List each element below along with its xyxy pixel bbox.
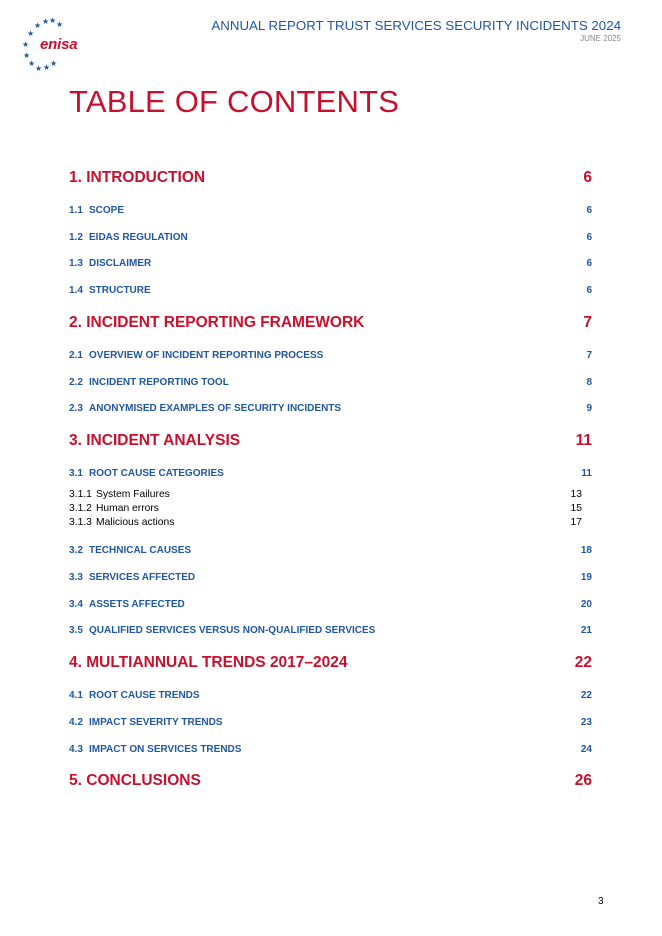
toc-page-number: 23 xyxy=(580,717,592,728)
toc-entry-section[interactable]: 3.4 ASSETS AFFECTED 20 xyxy=(69,599,592,610)
toc-entry-subsection[interactable]: 3.1.2 Human errors 15 xyxy=(69,503,582,514)
toc-page-number: 7 xyxy=(583,314,592,331)
toc-entry-chapter[interactable]: 5. CONCLUSIONS 26 xyxy=(69,772,592,789)
toc-entry-section[interactable]: 4.3 IMPACT ON SERVICES TRENDS 24 xyxy=(69,744,592,755)
svg-text:★: ★ xyxy=(22,40,30,49)
toc-entry-section[interactable]: 1.3 DISCLAIMER 6 xyxy=(69,258,592,269)
svg-text:★: ★ xyxy=(34,21,42,30)
document-title: ANNUAL REPORT TRUST SERVICES SECURITY INCIDENTS 2024 xyxy=(211,18,621,33)
toc-entry-chapter[interactable]: 3. INCIDENT ANALYSIS 11 xyxy=(69,432,592,449)
toc-page-number: 24 xyxy=(580,744,592,755)
toc-page-number: 7 xyxy=(586,350,592,361)
toc-page-number: 20 xyxy=(580,599,592,610)
toc-page-number: 6 xyxy=(586,205,592,216)
toc-page-number: 15 xyxy=(570,503,582,514)
svg-text:★: ★ xyxy=(35,64,43,73)
toc-entry-section[interactable]: 3.3 SERVICES AFFECTED 19 xyxy=(69,572,592,583)
toc-page-number: 6 xyxy=(586,285,592,296)
svg-text:★: ★ xyxy=(56,20,64,29)
toc-entry-section[interactable]: 2.1 OVERVIEW OF INCIDENT REPORTING PROCESS 7 xyxy=(69,350,592,361)
toc-entry-subsection[interactable]: 3.1.3 Malicious actions 17 xyxy=(69,517,582,528)
document-date: JUNE 2025 xyxy=(580,34,621,43)
svg-text:★: ★ xyxy=(42,17,50,26)
toc-page-number: 17 xyxy=(570,517,582,528)
toc-page-number: 9 xyxy=(586,403,592,414)
toc-page-number: 21 xyxy=(580,625,592,636)
toc-page-number: 13 xyxy=(570,489,582,500)
enisa-logo xyxy=(18,14,86,74)
toc-entry-section[interactable]: 3.5 QUALIFIED SERVICES VERSUS NON-QUALIFIED SERVICES 21 xyxy=(69,625,592,636)
toc-entry-section[interactable]: 1.2 EIDAS REGULATION 6 xyxy=(69,232,592,243)
toc-entry-section[interactable]: 2.2 INCIDENT REPORTING TOOL 8 xyxy=(69,377,592,388)
toc-entry-section[interactable]: 2.3 ANONYMISED EXAMPLES OF SECURITY INCIDENTS 9 xyxy=(69,403,592,414)
toc-entry-section[interactable]: 4.1 ROOT CAUSE TRENDS 22 xyxy=(69,690,592,701)
toc-entry-section[interactable]: 3.1 ROOT CAUSE CATEGORIES 11 xyxy=(69,468,592,479)
svg-text:★: ★ xyxy=(27,29,35,38)
toc-page-number: 19 xyxy=(580,572,592,583)
toc-entry-chapter[interactable]: 1. INTRODUCTION 6 xyxy=(69,169,592,186)
toc-page-number: 6 xyxy=(583,169,592,186)
svg-text:★: ★ xyxy=(28,59,36,68)
toc-page-number: 6 xyxy=(586,232,592,243)
toc-entry-section[interactable]: 3.2 TECHNICAL CAUSES 18 xyxy=(69,545,592,556)
toc-entry-section[interactable]: 1.1 SCOPE 6 xyxy=(69,205,592,216)
toc-entry-chapter[interactable]: 2. INCIDENT REPORTING FRAMEWORK 7 xyxy=(69,314,592,331)
svg-text:★: ★ xyxy=(23,51,31,60)
toc-page-number: 26 xyxy=(574,772,592,789)
page-title: TABLE OF CONTENTS xyxy=(69,84,400,119)
toc-entry-section[interactable]: 4.2 IMPACT SEVERITY TRENDS 23 xyxy=(69,717,592,728)
toc-page-number: 11 xyxy=(575,432,592,449)
toc-page-number: 8 xyxy=(586,377,592,388)
logo-wordmark: enisa xyxy=(40,36,78,53)
toc-page-number: 6 xyxy=(586,258,592,269)
toc-page-number: 22 xyxy=(580,690,592,701)
toc-entry-chapter[interactable]: 4. MULTIANNUAL TRENDS 2017–2024 22 xyxy=(69,654,592,671)
svg-text:★: ★ xyxy=(50,59,58,68)
toc-page-number: 11 xyxy=(581,468,592,479)
toc-entry-subsection[interactable]: 3.1.1 System Failures 13 xyxy=(69,489,582,500)
toc-entry-section[interactable]: 1.4 STRUCTURE 6 xyxy=(69,285,592,296)
page-number: 3 xyxy=(598,896,604,907)
toc-page-number: 22 xyxy=(574,654,592,671)
svg-text:★: ★ xyxy=(49,16,57,25)
svg-text:★: ★ xyxy=(43,63,51,72)
toc-page-number: 18 xyxy=(580,545,592,556)
